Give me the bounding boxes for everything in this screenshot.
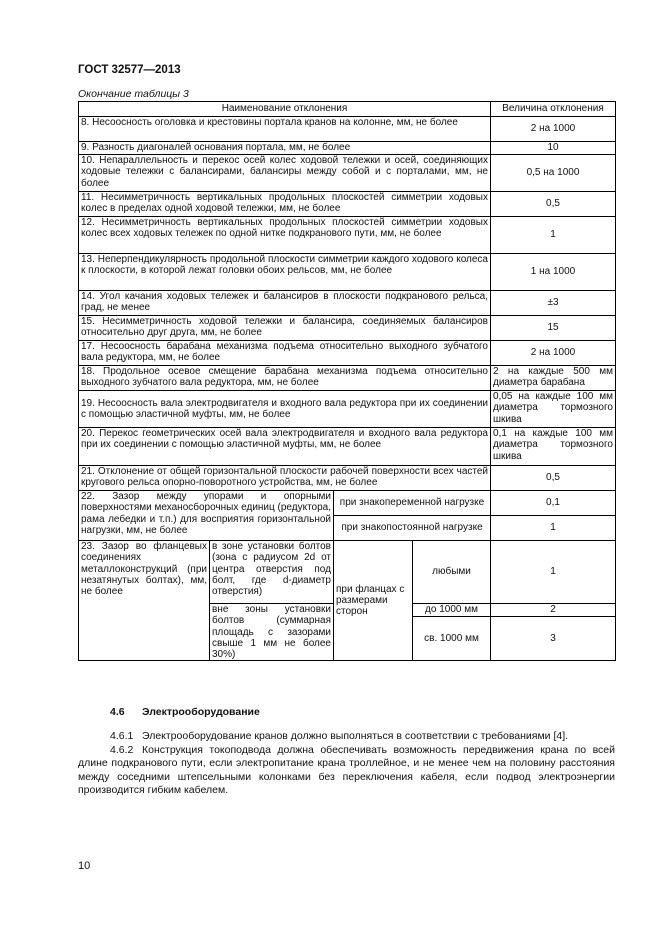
table-row [79, 428, 616, 466]
row-value: 0,5 [491, 466, 616, 491]
table-header-row [79, 102, 616, 117]
row23-size: до 1000 мм [413, 604, 491, 617]
row-name: 18. Продольное осевое смещение барабана механизма подъема относительно выходного зубчатого вала редуктора, мм, не более [79, 366, 491, 391]
row-name: 12. Несимметричность вертикальных продольных плоскостей симметрии ходовых колес всех ходовых тележек по одной нитке подкранового пути, мм, не более [79, 217, 491, 254]
row-name: 11. Несимметричность вертикальных продольных плоскостей симметрии ходовых колес в пределах одной ходовой тележки, мм, не более [79, 192, 491, 217]
table-row [79, 366, 616, 391]
page-number: 10 [78, 860, 91, 872]
table-row [79, 254, 616, 291]
row-value: 2 на каждые 500 мм диаметра барабана [491, 366, 616, 391]
section-heading [110, 706, 260, 718]
row23-zone-out: вне зоны установки болтов (суммарная площадь с зазорами свыше 1 мм не более 30%) [210, 604, 334, 661]
row-value: 2 на 1000 [491, 341, 616, 366]
row22-condition: при знакопеременной нагрузке [334, 491, 491, 516]
row-value: 0,5 на 1000 [491, 155, 616, 192]
row-value: 0,05 на каждые 100 мм диаметра тормозного шкива [491, 391, 616, 428]
header-deviation-value: Величина отклонения [491, 102, 616, 117]
row-name: 9. Разность диагоналей основания портала, мм, не более [79, 142, 491, 155]
row-value: 10 [491, 142, 616, 155]
row23-flange: при фланцах с размерами сторон [334, 541, 413, 661]
row23-value: 1 [491, 541, 616, 604]
table-row [79, 491, 616, 516]
table-row [79, 142, 616, 155]
document-id: ГОСТ 32577—2013 [78, 64, 181, 76]
table-row [79, 391, 616, 428]
row22-condition: при знакопостоянной нагрузке [334, 516, 491, 541]
table-row [79, 341, 616, 366]
table-row [79, 192, 616, 217]
row-value: 1 [491, 217, 616, 254]
row-name: 21. Отклонение от общей горизонтальной плоскости рабочей поверхности всех частей кругового рельса опорно-поворотного устройства, мм, не более [79, 466, 491, 491]
table-row [79, 541, 616, 604]
table-caption: Окончание таблицы 3 [78, 88, 189, 100]
row-name: 14. Угол качания ходовых тележек и балансиров в плоскости подкранового рельса, град, не менее [79, 291, 491, 316]
table-row [79, 217, 616, 254]
row23-size: св. 1000 мм [413, 617, 491, 661]
paragraph-number: 4.6.1 [110, 730, 134, 742]
paragraph [78, 744, 615, 797]
row23-name: 23. Зазор во фланцевых соединениях металлоконструкций (при незатянутых болтах), мм, не более [79, 541, 210, 661]
row-name: 15. Несимметричность ходовой тележки и балансира, соединяемых балансиров относительно друг друга, мм, не более [79, 316, 491, 341]
table-row [79, 291, 616, 316]
paragraph-text: Конструкция токоподвода должна обеспечивать возможность передвижения крана по всей длине подкранового пути, если электропитание крана троллейное, и не менее чем на половину расстояния между соседними штепсельными колонками без переключения кабеля, если подвод электроэнергии производится гибким кабелем. [78, 744, 615, 796]
row22-name: 22. Зазор между упорами и опорными поверхностями механосборочных единиц (редуктора, рама лебедки и т.п.) для восприятия горизонтальной нагрузки, мм, не более [79, 491, 334, 541]
row23-zone-in: в зоне установки болтов (зона с радиусом 2d от центра отверстия под болт, где d-диаметр отверстия) [210, 541, 334, 604]
row23-size: любыми [413, 541, 491, 604]
header-deviation-name: Наименование отклонения [79, 102, 491, 117]
row-value: 0,1 на каждые 100 мм диаметра тормозного шкива [491, 428, 616, 466]
paragraph [78, 730, 615, 743]
table-row [79, 316, 616, 341]
row-value: ±3 [491, 291, 616, 316]
row23-value: 3 [491, 617, 616, 661]
row23-value: 2 [491, 604, 616, 617]
row-name: 13. Неперпендикулярность продольной плоскости симметрии каждого ходового колеса к плоскости, в которой лежат головки обоих рельсов, мм, не более [79, 254, 491, 291]
row-name: 17. Несоосность барабана механизма подъема относительно выходного зубчатого вала редуктора, мм, не более [79, 341, 491, 366]
section-number: 4.6 [110, 706, 125, 718]
row-value: 0,5 [491, 192, 616, 217]
row-name: 19. Несоосность вала электродвигателя и входного вала редуктора при их соединении с помощью эластичной муфты, мм, не более [79, 391, 491, 428]
table-row [79, 466, 616, 491]
paragraph-number: 4.6.2 [110, 744, 134, 756]
row-value: 15 [491, 316, 616, 341]
deviation-table [78, 101, 616, 661]
row-name: 20. Перекос геометрических осей вала электродвигателя и входного вала редуктора при их соединении с помощью эластичной муфты, мм, не более [79, 428, 491, 466]
row22-value: 1 [491, 516, 616, 541]
paragraph-text: Электрооборудование кранов должно выполняться в соответствии с требованиями [4]. [142, 730, 569, 742]
row-name: 10. Непараллельность и перекос осей колес ходовой тележки и осей, соединяющих ходовые тележки с балансирами, балансиры между собой и с порталами, мм, не более [79, 155, 491, 192]
row22-value: 0,1 [491, 491, 616, 516]
row-name: 8. Несоосность оголовка и крестовины портала кранов на колонне, мм, не более [79, 117, 491, 142]
table-row [79, 117, 616, 142]
table-row [79, 155, 616, 192]
section-title: Электрооборудование [142, 706, 260, 718]
row-value: 1 на 1000 [491, 254, 616, 291]
row-value: 2 на 1000 [491, 117, 616, 142]
